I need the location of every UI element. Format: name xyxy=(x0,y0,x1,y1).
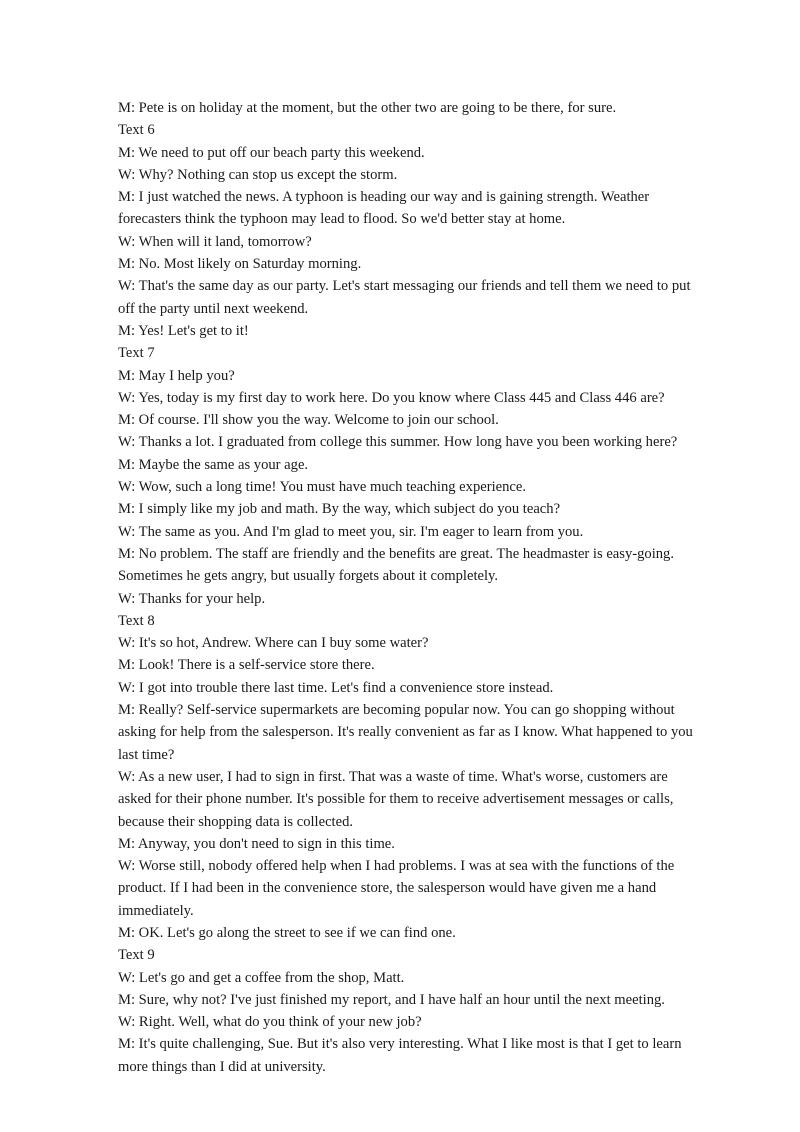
transcript-line: M: No. Most likely on Saturday morning. xyxy=(118,256,362,273)
transcript-line: W: When will it land, tomorrow? xyxy=(118,233,312,250)
transcript-line: M: Sure, why not? I've just finished my report, and I have half an hour until the next meeting. xyxy=(118,991,665,1008)
transcript-line: M: Anyway, you don't need to sign in this time. xyxy=(118,835,395,852)
transcript-line: W: It's so hot, Andrew. Where can I buy some water? xyxy=(118,635,429,652)
transcript-line: M: No problem. The staff are friendly and the benefits are great. The headmaster is easy-going. xyxy=(118,545,674,562)
transcript-line: off the party until next weekend. xyxy=(118,300,309,317)
transcript-line: Text 6 xyxy=(118,122,155,139)
transcript-line: M: Yes! Let's get to it! xyxy=(118,322,249,339)
transcript-line: product. If I had been in the convenience store, the salesperson would have given me a hand xyxy=(118,880,657,897)
transcript-line: M: Look! There is a self-service store there. xyxy=(118,657,375,674)
transcript-line: W: Thanks for your help. xyxy=(118,590,266,607)
transcript-line: asking for help from the salesperson. It's really convenient as far as I know. What happened to you xyxy=(118,724,693,741)
transcript-line: W: Right. Well, what do you think of your new job? xyxy=(118,1014,422,1031)
transcript-line: M: Really? Self-service supermarkets are becoming popular now. You can go shopping without xyxy=(118,702,675,719)
transcript-line: Text 7 xyxy=(118,345,155,362)
transcript-line: M: I simply like my job and math. By the way, which subject do you teach? xyxy=(118,501,561,518)
transcript-line: M: Pete is on holiday at the moment, but the other two are going to be there, for sure. xyxy=(118,100,617,116)
transcript-line: M: OK. Let's go along the street to see if we can find one. xyxy=(118,924,456,941)
transcript-line: M: We need to put off our beach party this weekend. xyxy=(118,144,425,161)
transcript-line: asked for their phone number. It's possible for them to receive advertisement messages or calls, xyxy=(118,791,674,808)
transcript-line: last time? xyxy=(118,746,175,763)
transcript-line: W: The same as you. And I'm glad to meet you, sir. I'm eager to learn from you. xyxy=(118,523,584,540)
transcript-line: M: Maybe the same as your age. xyxy=(118,456,309,473)
transcript-line: W: Yes, today is my first day to work here. Do you know where Class 445 and Class 446 are? xyxy=(118,389,665,406)
transcript-line: Text 8 xyxy=(118,612,155,629)
transcript-line: W: Why? Nothing can stop us except the storm. xyxy=(118,166,398,183)
transcript-line: immediately. xyxy=(118,902,194,919)
transcript-line: Sometimes he gets angry, but usually forgets about it completely. xyxy=(118,568,499,585)
transcript-line: W: Let's go and get a coffee from the shop, Matt. xyxy=(118,969,405,986)
transcript-line: M: Of course. I'll show you the way. Welcome to join our school. xyxy=(118,412,499,429)
transcript-line: because their shopping data is collected. xyxy=(118,813,354,830)
transcript-line: M: I just watched the news. A typhoon is heading our way and is gaining strength. Weather xyxy=(118,189,650,206)
transcript-line: more things than I did at university. xyxy=(118,1058,326,1075)
transcript-line: W: That's the same day as our party. Let's start messaging our friends and tell them we need to put xyxy=(118,278,691,295)
transcript-line: Text 9 xyxy=(118,947,155,964)
transcript-line: W: As a new user, I had to sign in first. That was a waste of time. What's worse, customers are xyxy=(118,768,668,785)
transcript-line: forecasters think the typhoon may lead to flood. So we'd better stay at home. xyxy=(118,211,566,228)
transcript-line: M: It's quite challenging, Sue. But it's also very interesting. What I like most is that I get to learn xyxy=(118,1036,682,1053)
transcript-line: W: I got into trouble there last time. Let's find a convenience store instead. xyxy=(118,679,554,696)
transcript-line: W: Thanks a lot. I graduated from college this summer. How long have you been working here? xyxy=(118,434,678,451)
transcript-text xyxy=(118,97,718,1078)
transcript-line: M: May I help you? xyxy=(118,367,235,384)
transcript-line: W: Worse still, nobody offered help when I had problems. I was at sea with the functions of the xyxy=(118,858,675,875)
transcript-line: W: Wow, such a long time! You must have much teaching experience. xyxy=(118,479,527,496)
